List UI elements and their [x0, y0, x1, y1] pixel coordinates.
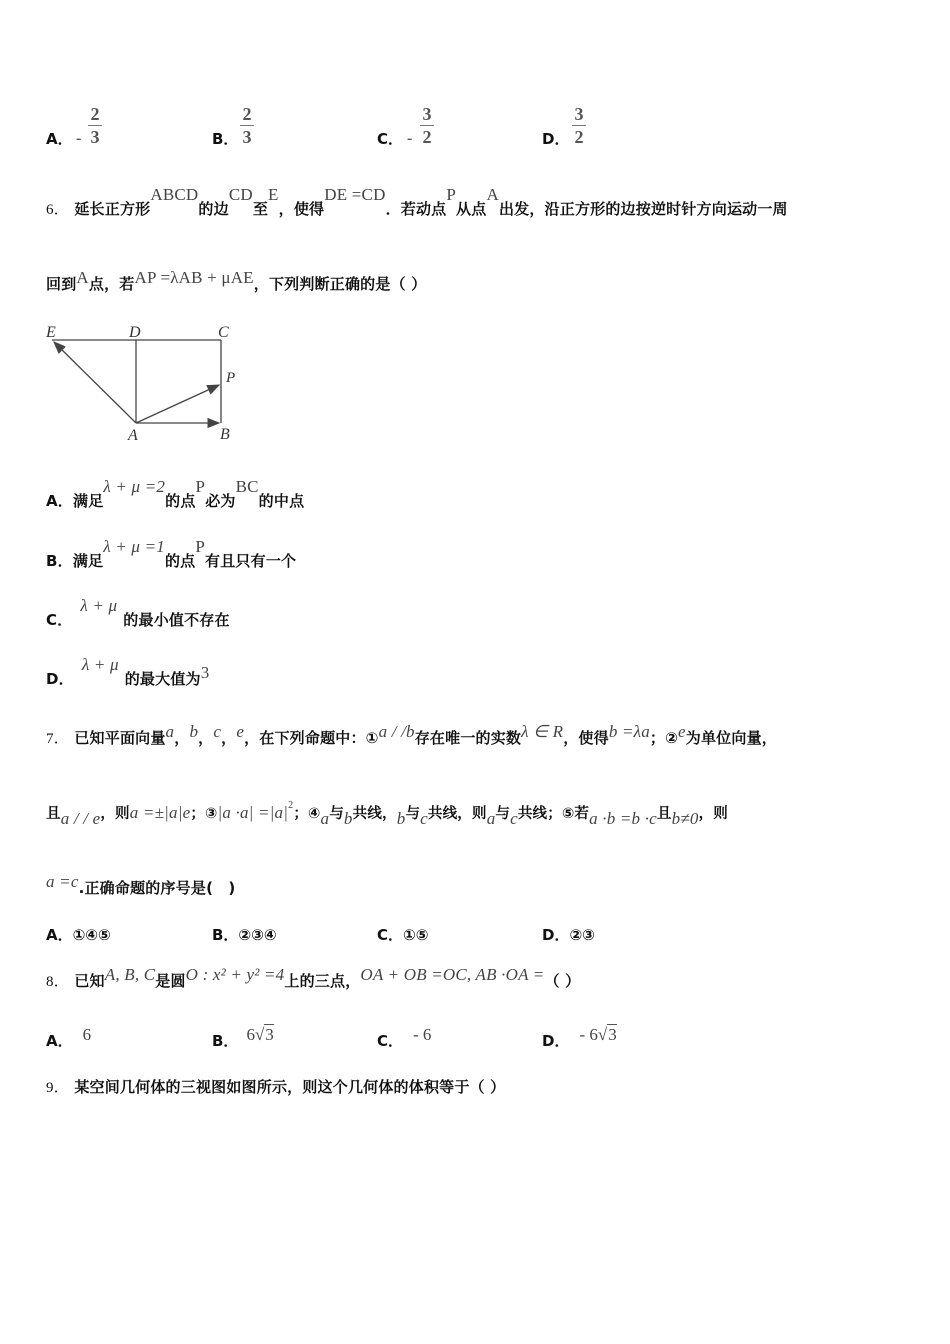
q6-option-text: 的中点	[258, 492, 305, 510]
q7-text: 与	[405, 806, 421, 822]
q6-option-b	[46, 537, 297, 571]
q7-option-a: A．①④⑤	[46, 926, 111, 944]
q6-math: P	[195, 477, 206, 496]
q6-math-ap-eq: AP =λAB + μAE	[134, 268, 254, 287]
q6-figure	[40, 318, 250, 448]
q7-text: ；④	[293, 806, 321, 822]
q8-option-label: A．	[46, 1032, 73, 1050]
q6-option-label: A．	[46, 492, 74, 510]
q7-math: λ ∈ R	[521, 722, 564, 741]
q7-math: c	[213, 722, 222, 741]
q7-text: ；②	[649, 729, 679, 747]
label-e: E	[46, 324, 56, 341]
q7-number: 7．	[46, 731, 69, 747]
q7-line-3	[46, 872, 236, 898]
q7-text: 共线；⑤若	[517, 806, 590, 822]
q6-math: λ + μ =1	[103, 537, 165, 556]
q5-a-fraction	[88, 104, 102, 147]
q8-number: 8．	[46, 974, 69, 990]
label-c: C	[218, 324, 229, 341]
q6-option-text: 必为	[205, 492, 236, 510]
q6-option-d	[46, 655, 210, 689]
q6-option-text: 满足	[72, 552, 104, 570]
q6-math-e: E	[268, 185, 279, 204]
q5-d-numerator: 3	[574, 104, 584, 124]
q7-option-d: D．②③	[542, 926, 595, 944]
q6-text: ．若动点	[385, 200, 447, 218]
q6-option-text: 的最大值为	[124, 670, 201, 688]
q7-math: a =±|a|e	[129, 803, 191, 822]
q7-math: b	[343, 809, 353, 828]
q6-text: 出发，沿正方形的边按逆时针方向运动一周	[498, 200, 788, 218]
q7-text: 与	[495, 806, 511, 822]
q5-a-sign: -	[76, 130, 82, 147]
q7-math: a / /b	[378, 722, 415, 741]
q7-math: a	[320, 809, 330, 828]
vector-ae	[54, 342, 136, 423]
q6-text: 延长正方形	[74, 200, 151, 218]
q9-text: 某空间几何体的三视图如图所示，则这个几何体的体积等于（ ）	[74, 1078, 506, 1096]
q6-option-text: 的点	[165, 492, 196, 510]
q7-text: ，在下列命题中：①	[244, 729, 379, 747]
q7-text: .正确命题的序号是( )	[78, 879, 236, 897]
q6-text: ，使得	[278, 200, 325, 218]
q6-line-1	[46, 185, 788, 219]
q8-option-label: C．	[377, 1032, 404, 1050]
q7-option-b: B．②③④	[212, 926, 277, 944]
label-d: D	[129, 324, 141, 341]
q7-math: c	[420, 809, 428, 828]
q7-math: e	[678, 722, 686, 741]
q6-math-a: A	[486, 185, 499, 204]
q5-c-sign: -	[407, 130, 413, 147]
q8-option-c	[377, 1025, 432, 1051]
q7-text: 共线，则	[427, 806, 487, 822]
label-b: B	[220, 426, 230, 443]
q6-text: 点，若	[88, 275, 135, 293]
q6-line-2	[46, 268, 427, 294]
q8-line	[46, 965, 581, 991]
q7-math: b	[189, 722, 199, 741]
q9-line	[46, 1076, 505, 1097]
q6-math: λ + μ	[81, 655, 119, 674]
q5-a-denominator: 3	[90, 127, 100, 147]
q7-text: 已知平面向量	[74, 729, 166, 747]
q6-number: 6．	[46, 202, 69, 218]
q8-text: （ ）	[544, 972, 581, 990]
q8-option-value: - 6	[413, 1025, 432, 1044]
label-p: P	[226, 370, 236, 386]
q6-option-text: 的点	[164, 552, 196, 570]
q6-option-text: 有且只有一个	[205, 552, 297, 570]
q6-math: BC	[235, 477, 259, 496]
q7-math: b =λa	[608, 722, 650, 741]
q7-option-c: C．①⑤	[377, 926, 429, 944]
q6-math: 3	[200, 663, 210, 682]
q7-math: b	[396, 809, 406, 828]
q8-text: 已知	[74, 972, 105, 990]
q6-option-c	[46, 596, 230, 630]
q8-text: 上的三点，	[284, 972, 361, 990]
q8-option-radicand: 3	[265, 1025, 274, 1044]
q5-c-denominator: 2	[422, 127, 432, 147]
q7-math: e	[236, 722, 245, 741]
q8-math: A, B, C	[104, 965, 156, 984]
sqrt-sign: √	[254, 1025, 265, 1044]
q7-text: 与	[329, 806, 344, 822]
q6-option-a	[46, 477, 305, 511]
q5-d-denominator: 2	[574, 127, 584, 147]
q6-math-cd: CD	[228, 185, 253, 204]
q8-option-label: D．	[542, 1032, 570, 1050]
q6-option-label: C．	[46, 611, 73, 629]
sqrt-sign: √	[597, 1025, 608, 1044]
q8-option-d	[542, 1025, 617, 1051]
q9-number: 9．	[46, 1080, 69, 1096]
q8-option-radicand: 3	[608, 1025, 617, 1044]
q6-text: 回到	[46, 275, 77, 293]
q6-math-p: P	[446, 185, 457, 204]
q6-math: P	[195, 537, 206, 556]
q7-text: 且	[46, 806, 61, 822]
q8-option-b	[212, 1025, 274, 1051]
q6-option-text: 的最小值不存在	[123, 611, 230, 629]
q5-b-denominator: 3	[242, 127, 252, 147]
q8-option-value: - 6	[579, 1025, 598, 1044]
q7-text: ，使得	[563, 729, 609, 747]
q6-option-text: 满足	[73, 492, 104, 510]
q7-math: a	[486, 809, 496, 828]
q7-text: 共线，	[352, 806, 397, 822]
q5-option-c: C．	[377, 130, 404, 148]
q7-text: 且	[656, 806, 672, 822]
q7-math: |a ·a| =|a|	[217, 803, 289, 822]
q6-option-label: D．	[46, 670, 74, 688]
q7-line-2	[46, 800, 728, 828]
vector-ap	[136, 385, 219, 423]
q5-option-d: D．	[542, 130, 570, 148]
q6-math: λ + μ =2	[103, 477, 166, 496]
q5-option-a: A．	[46, 130, 73, 148]
q7-math: a ·b =b ·c	[589, 809, 657, 828]
q6-text: ，下列判断正确的是（ ）	[253, 275, 427, 293]
q8-math: OA + OB =OC, AB ·OA =	[360, 965, 545, 984]
q6-math: λ + μ	[80, 596, 118, 615]
q5-option-b: B．	[212, 130, 239, 148]
q7-text: ，则	[698, 806, 728, 822]
q7-math: a	[165, 722, 175, 741]
q7-text: ，	[221, 729, 237, 747]
q7-line-1	[46, 722, 777, 748]
q6-text: 至	[252, 200, 269, 218]
q6-option-label: B．	[46, 552, 73, 570]
q5-c-numerator: 3	[422, 104, 432, 124]
q7-math: b≠0	[671, 809, 699, 828]
q5-b-fraction	[240, 104, 254, 147]
q6-math-de-eq-cd: DE =CD	[324, 185, 386, 204]
q8-option-value: 6	[82, 1025, 92, 1044]
q7-text: ，	[198, 729, 214, 747]
q6-text: 的边	[198, 200, 229, 218]
q8-option-label: B．	[212, 1032, 239, 1050]
q7-text: 为单位向量，	[685, 729, 777, 747]
q7-math-exponent: 2	[288, 800, 294, 811]
q7-math: a =c	[46, 872, 79, 891]
q7-text: ，则	[100, 806, 130, 822]
q8-option-a	[46, 1025, 92, 1051]
q8-math: O : x² + y² =4	[185, 965, 285, 984]
label-a: A	[128, 427, 138, 444]
q5-b-numerator: 2	[242, 104, 252, 124]
q7-text: ；③	[190, 806, 218, 822]
q8-option-value: 6	[246, 1025, 255, 1044]
q5-a-numerator: 2	[90, 104, 100, 124]
q5-c-fraction	[420, 104, 434, 147]
q6-text: 从点	[456, 200, 487, 218]
q5-d-fraction	[572, 104, 586, 147]
q7-math: a / / e	[60, 809, 101, 828]
q6-math-a: A	[76, 268, 89, 287]
q7-text: 存在唯一的实数	[414, 729, 522, 747]
q6-math-abcd: ABCD	[150, 185, 199, 204]
q7-math: c	[510, 809, 518, 828]
q8-text: 是圆	[155, 972, 186, 990]
q7-text: ，	[174, 729, 190, 747]
